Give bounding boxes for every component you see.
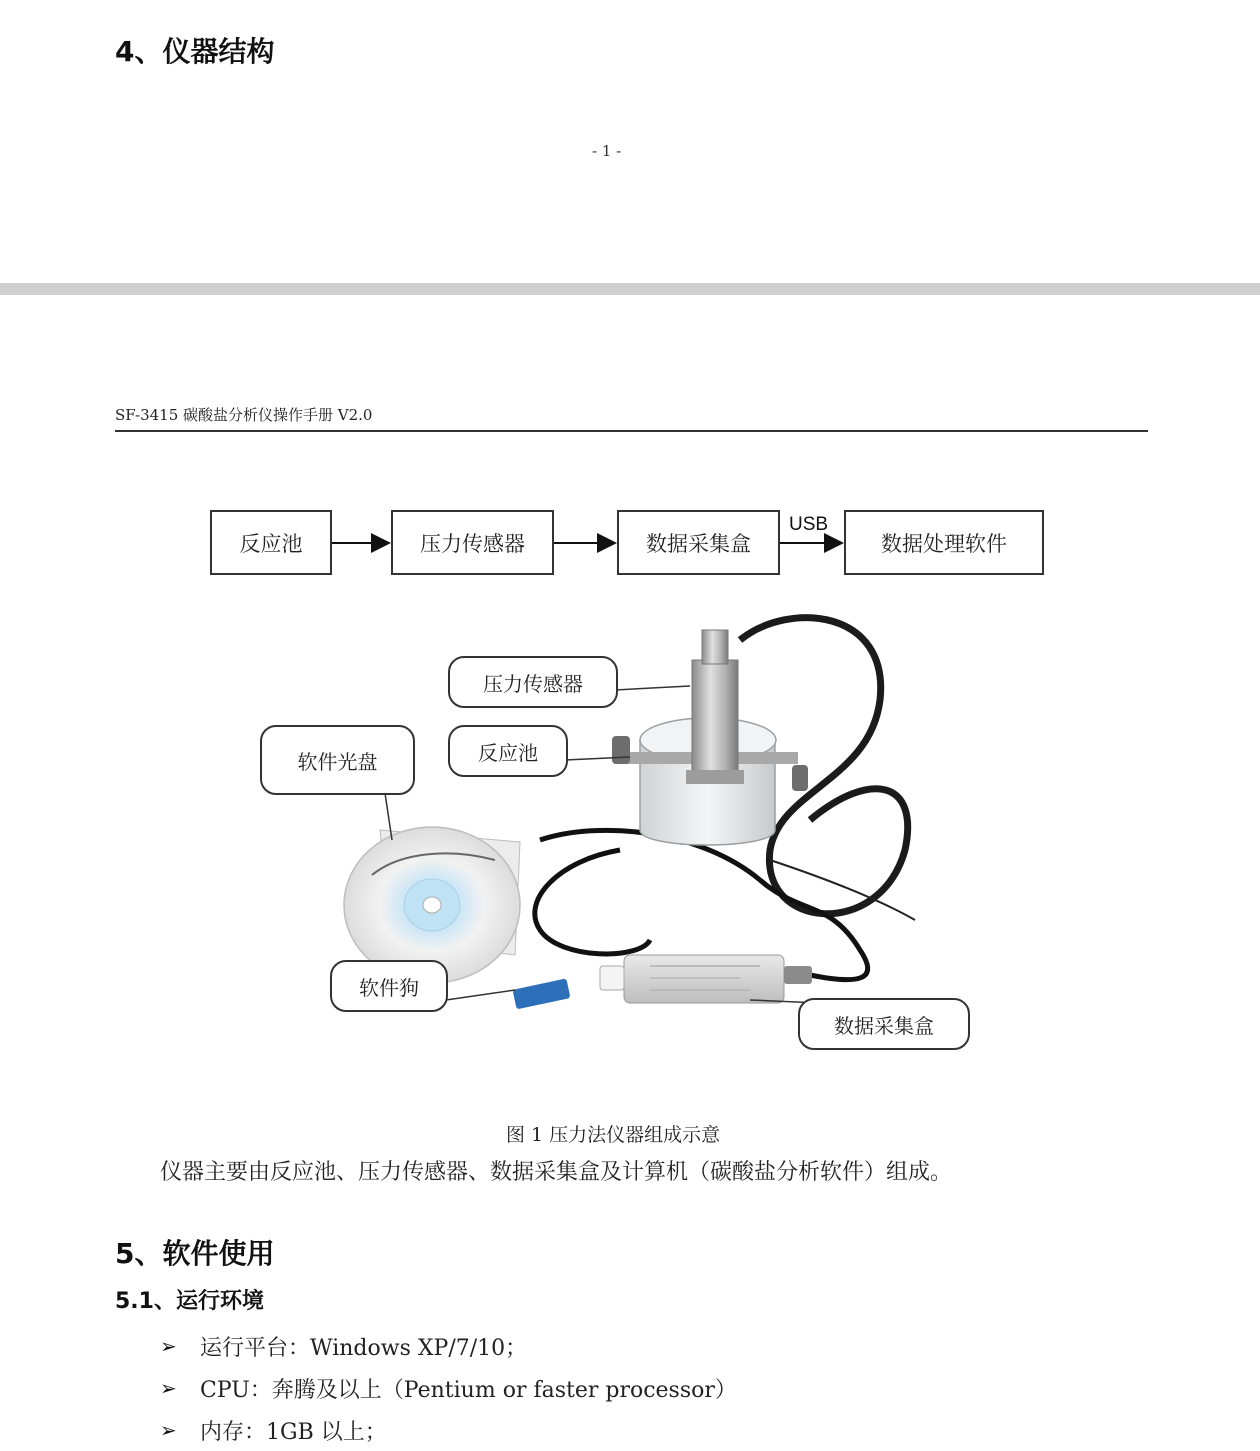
bullet-arrow-icon: ➢ xyxy=(160,1376,177,1400)
daq-box xyxy=(624,955,784,1003)
sensor-nut xyxy=(686,770,744,784)
section-4-title: 4、仪器结构 xyxy=(115,35,275,68)
callout-pressure-sensor: 压力传感器 xyxy=(448,656,618,708)
figure-caption: 图 1 压力法仪器组成示意 xyxy=(506,1124,721,1146)
usb-label: USB xyxy=(789,514,829,535)
list-item xyxy=(160,1367,1060,1409)
knob-right xyxy=(792,765,808,791)
daq-plug-right xyxy=(784,966,812,984)
list-item-text: 内存：1GB 以上； xyxy=(200,1419,387,1445)
cd-hole xyxy=(423,897,441,913)
leader-pressure-sensor xyxy=(615,686,690,690)
flow-box-daq: 数据采集盒 xyxy=(617,510,780,575)
section-5-1-title: 5.1、运行环境 xyxy=(115,1289,264,1314)
callout-reaction-cell: 反应池 xyxy=(448,725,568,777)
pressure-sensor-connector xyxy=(702,630,728,664)
page-number: - 1 - xyxy=(592,142,622,160)
list-item xyxy=(160,1409,1060,1451)
daq-plug-left xyxy=(600,966,624,990)
flow-box-pressure-sensor: 压力传感器 xyxy=(391,510,554,575)
section-5-title: 5、软件使用 xyxy=(115,1237,275,1270)
knob-left xyxy=(612,736,630,764)
loop-cable xyxy=(535,850,650,954)
bullet-arrow-icon: ➢ xyxy=(160,1334,177,1358)
list-item xyxy=(160,1325,1060,1367)
flow-box-reaction-cell: 反应池 xyxy=(210,510,332,575)
leader-dongle xyxy=(446,990,515,1000)
flow-box-software: 数据处理软件 xyxy=(844,510,1044,575)
pressure-sensor-body xyxy=(692,660,738,780)
callout-daq-box: 数据采集盒 xyxy=(798,998,970,1050)
list-item-text: 运行平台：Windows XP/7/10； xyxy=(200,1335,528,1361)
requirements-list xyxy=(160,1325,1060,1451)
composition-text: 仪器主要由反应池、压力传感器、数据采集盒及计算机（碳酸盐分析软件）组成。 xyxy=(160,1160,953,1185)
usb-dongle xyxy=(513,978,571,1009)
bullet-arrow-icon: ➢ xyxy=(160,1418,177,1442)
callout-software-cd: 软件光盘 xyxy=(260,725,415,795)
list-item-text: CPU：奔腾及以上（Pentium or faster processor） xyxy=(200,1377,737,1403)
running-header: SF-3415 碳酸盐分析仪操作手册 V2.0 xyxy=(115,406,373,424)
callout-dongle: 软件狗 xyxy=(330,960,448,1012)
